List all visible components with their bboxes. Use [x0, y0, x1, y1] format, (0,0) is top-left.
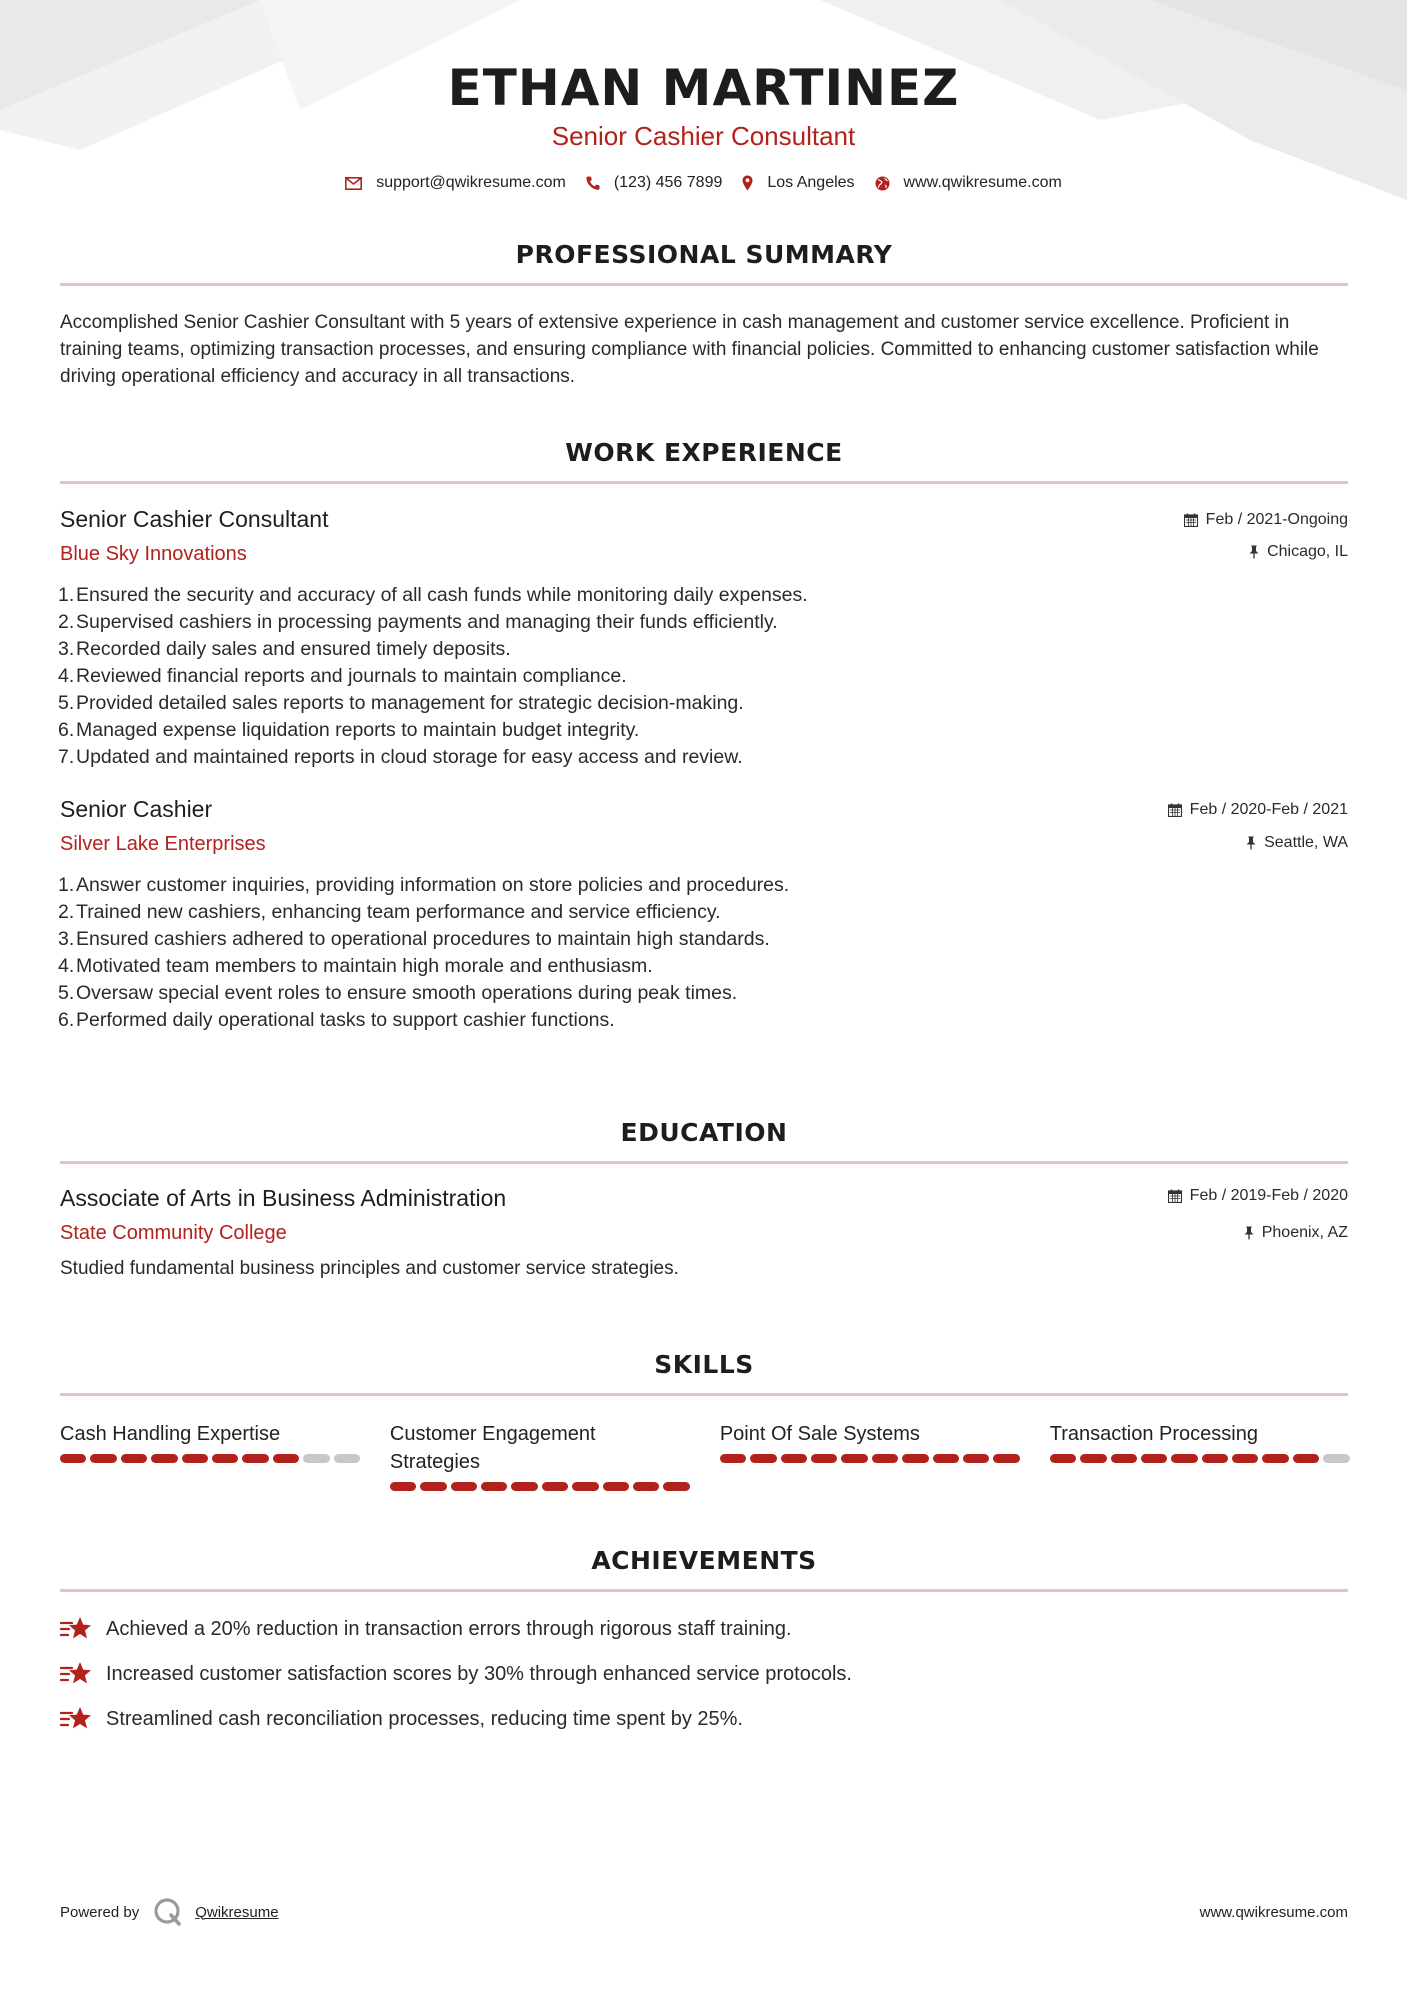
skill-level-bar — [60, 1454, 360, 1463]
map-pin-icon — [742, 175, 753, 191]
calendar-icon — [1184, 513, 1198, 527]
contact-location — [742, 174, 854, 192]
job-location-text: Chicago, IL — [1267, 543, 1348, 560]
achievements-section — [60, 1545, 1348, 1749]
footer-branding — [60, 1897, 279, 1927]
shooting-star-icon — [60, 1660, 92, 1688]
skill-name: Customer Engagement Strategies — [389, 1423, 596, 1473]
skill-segment-filled — [1050, 1454, 1076, 1463]
envelope-icon — [345, 177, 362, 190]
skill-item — [60, 1420, 360, 1491]
skill-segment-filled — [90, 1454, 116, 1463]
achievement-text: Streamlined cash reconciliation processes, reducing time spent by 25%. — [106, 1707, 743, 1730]
skill-name: Transaction Processing — [1049, 1423, 1258, 1445]
list-item: 7. Updated and maintained reports in cloud storage for easy access and review. — [58, 746, 743, 768]
footer-website[interactable]: www.qwikresume.com — [1199, 1903, 1348, 1921]
skill-segment-filled — [60, 1454, 86, 1463]
skill-segment-filled — [121, 1454, 147, 1463]
job-dates — [1168, 799, 1348, 821]
skill-segment-filled — [933, 1454, 959, 1463]
achievement-text: Achieved a 20% reduction in transaction errors through rigorous staff training. — [106, 1617, 792, 1640]
skill-item — [1050, 1420, 1350, 1491]
skill-segment-filled — [1171, 1454, 1197, 1463]
skill-segment-filled — [1141, 1454, 1167, 1463]
education-meta — [1168, 1185, 1348, 1244]
section-divider — [60, 283, 1348, 286]
list-item: 6. Managed expense liquidation reports to maintain budget integrity. — [58, 719, 640, 741]
calendar-icon — [1168, 803, 1182, 817]
list-item: 2. Trained new cashiers, enhancing team performance and service efficiency. — [58, 901, 721, 923]
education-heading: EDUCATION — [620, 1118, 788, 1147]
skill-segment-filled — [781, 1454, 807, 1463]
pushpin-icon — [1244, 1226, 1254, 1240]
skills-heading: SKILLS — [654, 1350, 754, 1379]
skill-segment-filled — [633, 1482, 659, 1491]
qwikresume-logo-icon — [153, 1897, 183, 1927]
skill-segment-filled — [151, 1454, 177, 1463]
globe-icon — [875, 176, 890, 191]
duties-list — [60, 582, 1348, 771]
skill-item — [720, 1420, 1020, 1491]
achievements-heading: ACHIEVEMENTS — [591, 1546, 817, 1575]
experience-heading: WORK EXPERIENCE — [565, 438, 843, 467]
calendar-icon — [1168, 1189, 1182, 1203]
skill-segment-empty — [1323, 1454, 1349, 1463]
job-dates-text: Feb / 2020-Feb / 2021 — [1189, 801, 1348, 818]
skill-level-bar — [1050, 1454, 1350, 1463]
skill-segment-filled — [872, 1454, 898, 1463]
skill-segment-filled — [902, 1454, 928, 1463]
job-company: Silver Lake Enterprises — [60, 833, 266, 855]
degree-title: Associate of Arts in Business Administration — [60, 1185, 507, 1211]
section-divider — [60, 1589, 1348, 1592]
skill-segment-empty — [334, 1454, 360, 1463]
skill-segment-filled — [993, 1454, 1019, 1463]
school-name: State Community College — [60, 1222, 287, 1244]
skill-segment-filled — [750, 1454, 776, 1463]
skill-segment-filled — [1262, 1454, 1288, 1463]
qwikresume-link[interactable]: Qwikresume — [195, 1903, 279, 1921]
skill-name: Point Of Sale Systems — [719, 1423, 920, 1445]
job-meta — [1184, 509, 1348, 563]
achievement-text: Increased customer satisfaction scores by 30% through enhanced service protocols. — [106, 1662, 852, 1685]
skill-segment-filled — [1293, 1454, 1319, 1463]
job-dates-text: Feb / 2021-Ongoing — [1205, 511, 1348, 528]
job-entry — [60, 794, 1348, 1034]
skill-segment-filled — [542, 1482, 568, 1491]
section-divider — [60, 481, 1348, 484]
list-item — [60, 1704, 1348, 1734]
list-item: 5. Oversaw special event roles to ensure smooth operations during peak times. — [58, 982, 738, 1004]
list-item — [60, 1614, 1348, 1644]
skill-level-bar — [390, 1482, 690, 1491]
pushpin-icon — [1246, 836, 1256, 850]
skill-segment-filled — [1202, 1454, 1228, 1463]
phone-icon — [586, 176, 600, 191]
job-title: Senior Cashier Consultant — [60, 506, 329, 532]
contact-email-text: support@qwikresume.com — [376, 174, 566, 191]
skill-name: Cash Handling Expertise — [60, 1423, 281, 1445]
education-entry — [60, 1183, 1348, 1282]
summary-heading: PROFESSIONAL SUMMARY — [515, 240, 893, 269]
summary-text: Accomplished Senior Cashier Consultant with 5 years of extensive experience in cash management and customer service excellence. Proficient in training teams, optimizing transaction processes, and ensuring compliance with financial policies. Committed to enhancing customer satisfaction while driving operational efficiency and accuracy in all transactions. — [60, 312, 1319, 387]
section-divider — [60, 1161, 1348, 1164]
education-section — [60, 1117, 1348, 1282]
list-item: 1. Ensured the security and accuracy of all cash funds while monitoring daily expenses. — [58, 584, 808, 606]
list-item: 3. Ensured cashiers adhered to operational procedures to maintain high standards. — [58, 928, 770, 950]
job-dates — [1184, 509, 1348, 531]
list-item: 5. Provided detailed sales reports to management for strategic decision-making. — [58, 692, 744, 714]
list-item: 1. Answer customer inquiries, providing information on store policies and procedures. — [58, 874, 790, 896]
candidate-role: Senior Cashier Consultant — [551, 121, 856, 151]
achievements-list — [60, 1614, 1348, 1734]
duties-list — [60, 872, 1348, 1034]
education-dates-text: Feb / 2019-Feb / 2020 — [1189, 1187, 1348, 1204]
list-item: 4. Reviewed financial reports and journals to maintain compliance. — [58, 665, 627, 687]
shooting-star-icon — [60, 1615, 92, 1643]
contact-location-text: Los Angeles — [767, 174, 855, 191]
pushpin-icon — [1249, 545, 1259, 559]
skill-segment-filled — [841, 1454, 867, 1463]
skills-section — [60, 1349, 1348, 1491]
job-company: Blue Sky Innovations — [60, 543, 247, 565]
experience-section — [60, 437, 1348, 1034]
contact-website-text: www.qwikresume.com — [903, 174, 1062, 191]
skill-segment-filled — [963, 1454, 989, 1463]
skill-segment-filled — [273, 1454, 299, 1463]
job-location-text: Seattle, WA — [1264, 834, 1348, 851]
skill-segment-filled — [420, 1482, 446, 1491]
contact-phone-text: (123) 456 7899 — [613, 174, 723, 191]
contact-website[interactable] — [875, 174, 1062, 192]
summary-section — [60, 239, 1348, 390]
list-item: 2. Supervised cashiers in processing payments and managing their funds efficiently. — [58, 611, 778, 633]
skills-list — [60, 1420, 1348, 1491]
education-dates — [1168, 1185, 1348, 1207]
education-location — [1168, 1222, 1348, 1244]
job-title: Senior Cashier — [60, 796, 213, 822]
skill-segment-filled — [511, 1482, 537, 1491]
skill-segment-filled — [481, 1482, 507, 1491]
skill-segment-filled — [390, 1482, 416, 1491]
education-location-text: Phoenix, AZ — [1261, 1224, 1348, 1241]
page-footer — [60, 1897, 1348, 1927]
resume-header — [0, 58, 1407, 192]
skill-level-bar — [720, 1454, 1020, 1463]
skill-segment-filled — [182, 1454, 208, 1463]
skill-segment-filled — [212, 1454, 238, 1463]
contact-phone[interactable] — [586, 174, 723, 192]
skill-segment-empty — [303, 1454, 329, 1463]
skill-segment-filled — [1111, 1454, 1137, 1463]
skill-segment-filled — [811, 1454, 837, 1463]
job-location — [1168, 832, 1348, 854]
list-item: 3. Recorded daily sales and ensured timely deposits. — [58, 638, 511, 660]
list-item: 6. Performed daily operational tasks to support cashier functions. — [58, 1009, 615, 1031]
shooting-star-icon — [60, 1705, 92, 1733]
candidate-name: ETHAN MARTINEZ — [447, 59, 960, 117]
job-meta — [1168, 799, 1348, 854]
job-entry — [60, 504, 1348, 771]
list-item: 4. Motivated team members to maintain high morale and enthusiasm. — [58, 955, 653, 977]
contact-email[interactable] — [345, 174, 566, 192]
skill-segment-filled — [1080, 1454, 1106, 1463]
list-item — [60, 1659, 1348, 1689]
skill-segment-filled — [603, 1482, 629, 1491]
skill-item — [390, 1420, 690, 1491]
education-description: Studied fundamental business principles and customer service strategies. — [60, 1258, 679, 1279]
job-location — [1184, 541, 1348, 563]
contact-bar — [0, 174, 1407, 192]
skill-segment-filled — [663, 1482, 689, 1491]
skill-segment-filled — [242, 1454, 268, 1463]
skill-segment-filled — [572, 1482, 598, 1491]
skill-segment-filled — [720, 1454, 746, 1463]
powered-by-label: Powered by — [60, 1903, 140, 1921]
section-divider — [60, 1393, 1348, 1396]
skill-segment-filled — [451, 1482, 477, 1491]
skill-segment-filled — [1232, 1454, 1258, 1463]
